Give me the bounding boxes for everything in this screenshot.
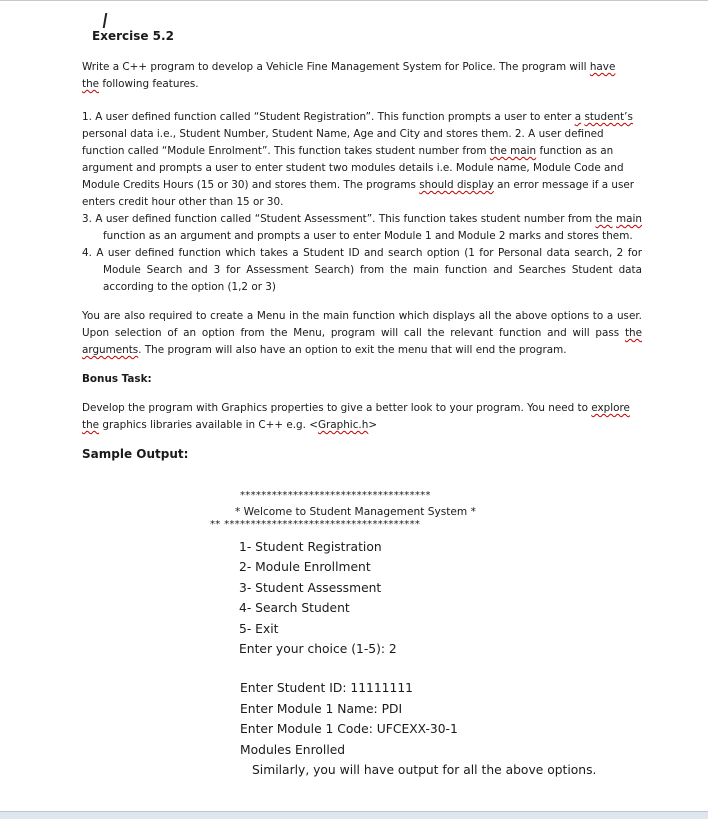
spell-flag-should-display: should display bbox=[419, 179, 494, 191]
session-line: Enter Module 1 Code: UFCEXX-30-1 bbox=[240, 722, 458, 737]
session-line: Enter Module 1 Name: PDI bbox=[240, 701, 403, 716]
bonus-task-heading: Bonus Task: bbox=[82, 373, 152, 385]
list-item-4: 4. A user defined function which takes a Student ID and search option (1 for Personal data search, 2 for Module Search and 3 for Assessment Search) from the main function and Searches Student data according to the option (1,2 or 3) bbox=[82, 247, 642, 293]
spell-flag-the-3: the bbox=[595, 213, 613, 225]
spell-flag-main: main bbox=[616, 213, 642, 225]
menu-option: 2- Module Enrollment bbox=[239, 560, 371, 575]
bottom-page-border bbox=[0, 811, 708, 819]
menu-option: 4- Search Student bbox=[239, 601, 350, 616]
sample-output-block bbox=[210, 490, 596, 780]
list-item-1: 1. A user defined function called “Student Registration”. This function prompts a user to enter a student’s personal data i.e., Student Number, Student Name, Age and City and stores them. 2. A user defined function called “Module Enrolment”. This function takes student number from the main function as an argument and prompts a user to enter student two modules details i.e. Module name, Module Code and Module Credits Hours (15 or 30) and stores them. The programs should display an error message if a user enters credit hour other than 15 or 30. bbox=[82, 111, 635, 208]
session-line: Enter Student ID: 11111111 bbox=[240, 681, 413, 696]
spell-flag-the: the bbox=[82, 78, 100, 90]
intro-tail: following features. bbox=[99, 78, 199, 90]
document-page bbox=[82, 28, 642, 463]
spell-flag-graphic-h: Graphic.h bbox=[317, 419, 369, 431]
welcome-line: * Welcome to Student Management System * bbox=[235, 506, 476, 518]
sample-output-heading: Sample Output: bbox=[82, 447, 189, 461]
exercise-title: Exercise 5.2 bbox=[92, 29, 174, 43]
text-cursor bbox=[103, 13, 108, 28]
spell-flag-a: a bbox=[574, 111, 582, 123]
bonus-paragraph: Develop the program with Graphics properties to give a better look to your program. You need to explore the graphics libraries available in C++ e.g. <Graphic.h> bbox=[82, 402, 630, 431]
list-item-3: 3. A user defined function called “Student Assessment”. This function takes student number from the main function as an argument and prompts a user to enter Module 1 and Module 2 marks and stores them. bbox=[82, 213, 642, 242]
stars-top: ************************************ bbox=[240, 490, 431, 501]
top-border bbox=[0, 0, 708, 1]
spell-flag-the-main: the main bbox=[489, 145, 537, 157]
spell-flag-the-arguments: the arguments bbox=[82, 327, 642, 356]
closing-line: Similarly, you will have output for all the above options. bbox=[252, 763, 597, 778]
intro-lead: Write a C++ program to develop a Vehicle Fine Management System for Police. The program will bbox=[82, 61, 590, 73]
menu-option: 3- Student Assessment bbox=[239, 580, 382, 595]
menu-options bbox=[239, 537, 596, 659]
intro-paragraph bbox=[82, 59, 642, 93]
session-line: Modules Enrolled bbox=[240, 742, 346, 757]
session-lines bbox=[240, 678, 596, 780]
menu-paragraph: You are also required to create a Menu in the main function which displays all the above options to a user. Upon selection of an option from the Menu, program will call the relevant function and will pass the arguments. The program will also have an option to exit the menu that will end the program. bbox=[82, 310, 642, 356]
menu-option: 5- Exit bbox=[239, 621, 279, 636]
spell-flag-explore-the: explore the bbox=[82, 402, 630, 431]
choice-prompt: Enter your choice (1-5): 2 bbox=[239, 642, 397, 657]
spell-flag-students: student’s bbox=[584, 111, 633, 123]
stars-bottom: ** ************************************* bbox=[210, 519, 421, 530]
menu-option: 1- Student Registration bbox=[239, 540, 382, 554]
spell-flag-have: have bbox=[589, 61, 616, 73]
